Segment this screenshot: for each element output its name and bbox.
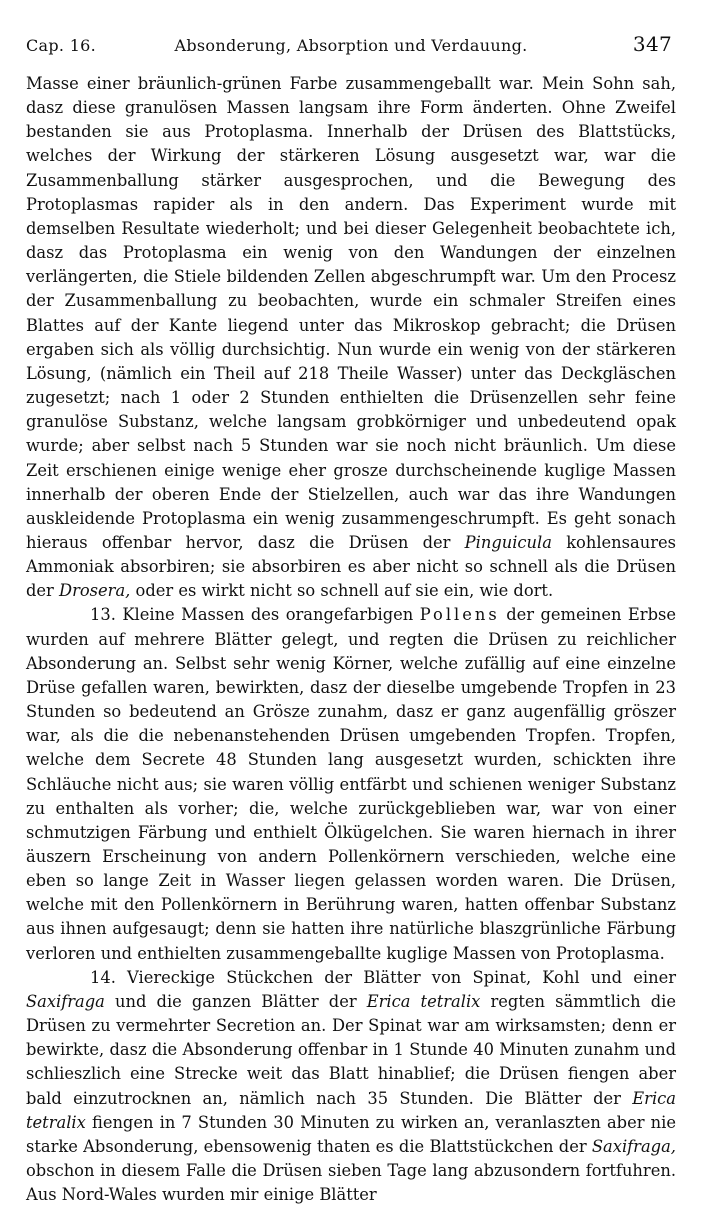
- paragraph-14-text-a: 14. Viereckige Stückchen der Blätter von Spinat, Kohl und einer: [90, 967, 676, 987]
- running-header: [26, 30, 676, 62]
- paragraph-14-italic-erica-2: Erica tetralix: [26, 1088, 676, 1132]
- paragraph-13: [26, 603, 676, 965]
- paragraph-14-italic-saxifraga-2: Saxifraga,: [591, 1136, 676, 1156]
- book-page: [26, 30, 676, 1207]
- paragraph-1-italic-drosera: Drosera,: [59, 581, 131, 601]
- paragraph-continuation: [26, 72, 676, 603]
- paragraph-14-text-d: fiengen in 7 Stunden 30 Minuten zu wirken an, veranlaszten aber nie starke Absonderung, ebensowenig thaten es die Blattstückchen der: [26, 1112, 676, 1156]
- paragraph-14-text-b: und die ganzen Blätter der: [115, 991, 357, 1011]
- paragraph-1-italic-pinguicula: Pinguicula: [464, 532, 552, 552]
- running-title: Absonderung, Absorption und Verdauung.: [174, 36, 528, 55]
- body-text: [26, 72, 676, 1207]
- paragraph-14: [26, 966, 676, 1207]
- paragraph-14-italic-erica: Erica tetralix: [366, 991, 481, 1011]
- paragraph-1-text-c: oder es wirkt nicht so schnell auf sie ein, wie dort.: [135, 581, 554, 601]
- page-number: 347: [632, 32, 672, 56]
- chapter-label: Cap. 16.: [26, 36, 97, 55]
- paragraph-14-text-c: regten sämmtlich die Drüsen zu vermehrter Secretion an. Der Spinat war am wirksamsten; denn er bewirkte, dasz die Absonderung offenbar in 1 Stunde 40 Minuten zunahm und schlieszlich eine Strecke weit das Blatt hinablief; die Drüsen fiengen aber bald einzutrocknen an, nämlich nach 35 Stunden. Die Blätter der: [26, 991, 676, 1108]
- paragraph-14-text-e: obschon in diesem Falle die Drüsen sieben Tage lang abzusondern fortfuhren. Aus Nord-Wales wurden mir einige Blätter: [26, 1161, 676, 1205]
- paragraph-13-text-b: der gemeinen Erbse wurden auf mehrere Blätter gelegt, und regten die Drüsen zu reichlicher Absonderung an. Selbst sehr wenig Körner, welche zufällig auf eine einzelne Drüse gefallen waren, bewirkten, dasz der dieselbe umgebende Tropfen in 23 Stunden so bedeutend an Grösze zunahm, dasz er ganz augenfällig gröszer war, als die die nebenanstehenden Drüsen umgebenden Tropfen. Tropfen, welche dem Secrete 48 Stunden lang ausgesetzt wurden, schickten ihre Schläuche nicht aus; sie waren völlig entfärbt und schienen weniger Substanz zu enthalten als vorher; die, welche zurückgeblieben war, war von einer schmutzigen Färbung und enthielt Ölkügelchen. Sie waren hiernach in ihrer äuszern Erscheinung von andern Pollenkörnern verschieden, welche eine eben so lange Zeit in Wasser liegen gelassen worden waren. Die Drüsen, welche mit den Pollenkörnern in Berührung waren, hatten offenbar Substanz aus ihnen aufgesaugt; denn sie hatten ihre natürliche blaszgrünliche Färbung verloren und enthielten zusammengeballte kuglige Massen von Protoplasma.: [26, 605, 676, 963]
- paragraph-1-text-a: Masse einer bräunlich-grünen Farbe zusammengeballt war. Mein Sohn sah, dasz diese granulösen Massen langsam ihre Form änderten. Ohne Zweifel bestanden sie aus Protoplasma. Innerhalb der Drüsen des Blattstücks, welches der Wirkung der stärkeren Lösung ausgesetzt war, war die Zusammenballung stärker ausgesprochen, und die Bewegung des Protoplasmas rapider als in den andern. Das Experiment wurde mit demselben Resultate wiederholt; und bei dieser Gelegenheit beobachtete ich, dasz das Protoplasma ein wenig von den Wandungen der einzelnen verlängerten, die Stiele bildenden Zellen abgeschrumpft war. Um den Procesz der Zusammenballung zu beobachten, wurde ein schmaler Streifen eines Blattes auf der Kante liegend unter das Mikroskop gebracht; die Drüsen ergaben sich als völlig durchsichtig. Nun wurde ein wenig von der stärkeren Lösung, (nämlich ein Theil auf 218 Theile Wasser) unter das Deckgläschen zugesetzt; nach 1 oder 2 Stunden enthielten die Drüsenzellen sehr feine granulöse Substanz, welche langsam grobkörniger und unbedeutend opak wurde; aber selbst nach 5 Stunden war sie noch nicht bräunlich. Um diese Zeit erschienen einige wenige eher grosze durchscheinende kuglige Massen innerhalb der oberen Ende der Stielzellen, auch war das ihre Wandungen auskleidende Protoplasma ein wenig zusammengeschrumpft. Es geht sonach hieraus offenbar hervor, dasz die Drüsen der: [26, 74, 676, 552]
- paragraph-13-spaced-pollens: Pollens: [419, 605, 500, 625]
- paragraph-1-text-b: kohlensaures Ammoniak absorbiren; sie absorbiren es aber nicht so schnell als die Drüsen der: [26, 532, 676, 601]
- paragraph-14-italic-saxifraga: Saxifraga: [26, 991, 105, 1011]
- paragraph-13-text-a: 13. Kleine Massen des orangefarbigen: [90, 605, 414, 625]
